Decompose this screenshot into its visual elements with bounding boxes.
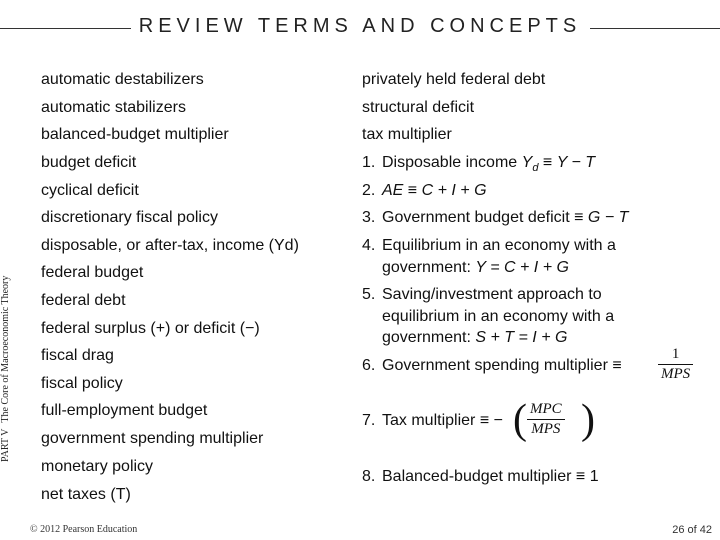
term-item: balanced-budget multiplier [41,126,229,143]
right-parenthesis: ) [581,397,595,443]
equation-2: 2. AE ≡ C + I + G [362,182,487,199]
term-item: cyclical deficit [41,182,139,199]
term-item: budget deficit [41,154,137,171]
term-item: full-employment budget [41,402,208,419]
sidebar-text: The Core of Macroeconomic Theory [0,275,11,423]
term-item: disposable, or after-tax, income (Yd) [41,237,299,254]
term-item: privately held federal debt [362,71,546,88]
sidebar-part: PART V [0,428,11,462]
copyright-notice: © 2012 Pearson Education [30,524,138,535]
fraction-1-over-mps: 1 MPS [658,346,693,383]
equation-7: 7. Tax multiplier ≡ − [362,412,503,429]
page-number: 26 of 42 [672,524,712,536]
equation-1: 1. Disposable income $Y_d \equiv Y - T$ [362,154,596,175]
term-item: federal budget [41,264,144,281]
term-item: discretionary fiscal policy [41,209,218,226]
term-item: structural deficit [362,99,475,116]
term-item: fiscal policy [41,375,123,392]
equation-5: 5. Saving/investment approach to equilibrium in an economy with a government: S + T = I + G [362,286,615,346]
term-item: monetary policy [41,458,154,475]
term-item: automatic stabilizers [41,99,186,116]
term-item: fiscal drag [41,347,114,364]
sidebar-caption [0,102,14,462]
term-item: tax multiplier [362,126,452,143]
term-item: government spending multiplier [41,430,264,447]
term-item: federal debt [41,292,126,309]
left-parenthesis: ( [513,397,527,443]
page-title: REVIEW TERMS AND CONCEPTS [0,15,720,38]
term-item: automatic destabilizers [41,71,204,88]
equation-8: 8. Balanced-budget multiplier ≡ 1 [362,468,599,485]
equation-3: 3. Government budget deficit ≡ G − T [362,209,629,226]
term-item: net taxes (T) [41,486,131,503]
fraction-mpc-over-mps: MPC MPS [527,401,565,438]
equation-4: 4. Equilibrium in an economy with a government: Y = C + I + G [362,237,616,276]
equation-6: 6. Government spending multiplier ≡ [362,357,622,374]
term-item: federal surplus (+) or deficit (−) [41,320,260,337]
